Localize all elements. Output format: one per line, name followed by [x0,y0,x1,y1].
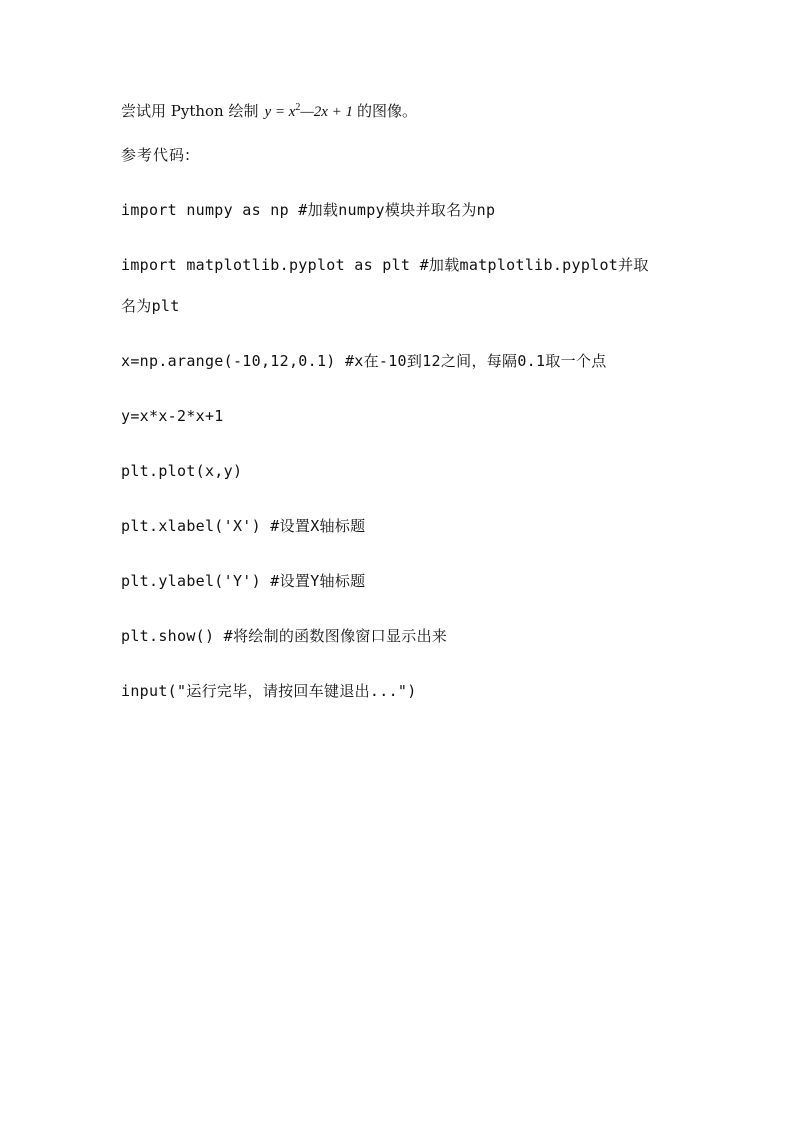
code-line-ylabel: plt.ylabel('Y') #设置Y轴标题 [121,572,366,590]
intro-sentence [121,97,417,123]
reference-code-title: 参考代码: [121,146,192,164]
code-line-import-numpy: import numpy as np #加载numpy模块并取名为np [121,201,496,219]
equation-exponent: 2 [295,102,301,113]
equation-rest: —2x + 1 [300,104,354,120]
intro-prefix: 尝试用 Python 绘制 [121,102,259,120]
code-line-plot: plt.plot(x,y) [121,462,243,480]
equation-lhs: y = x [264,104,296,120]
code-line-x-arange: x=np.arange(-10,12,0.1) #x在-10到12之间，每隔0.1取一个点 [121,352,607,370]
code-line-y-formula: y=x*x-2*x+1 [121,407,224,425]
code-line-import-matplotlib: import matplotlib.pyplot as plt #加载matplotlib.pyplot并取 [121,256,649,274]
equation [264,104,353,120]
code-line-import-matplotlib-cont: 名为plt [121,297,180,315]
code-line-show: plt.show() #将绘制的函数图像窗口显示出来 [121,627,448,645]
code-line-xlabel: plt.xlabel('X') #设置X轴标题 [121,517,366,535]
intro-suffix: 的图像。 [357,102,418,120]
code-line-input: input("运行完毕，请按回车键退出...") [121,682,417,700]
